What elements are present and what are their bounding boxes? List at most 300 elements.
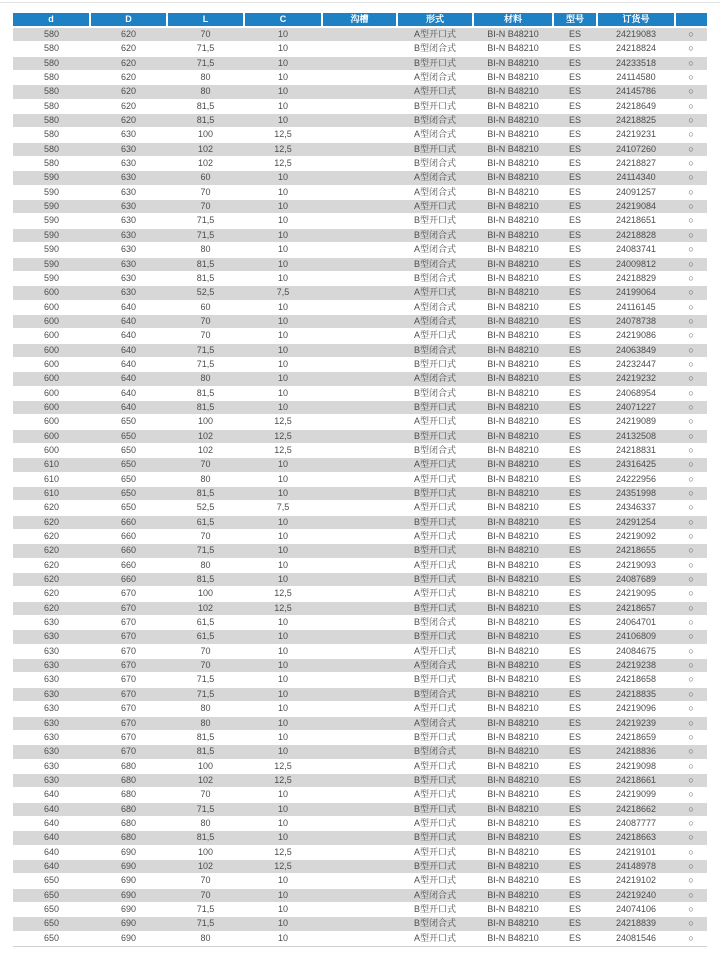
cell-groove [322,228,397,242]
cell-form: B型开口式 [397,142,473,156]
table-row [13,329,707,343]
cell-d: 580 [13,99,90,113]
cell-model: ES [553,831,597,845]
cell-C: 10 [244,702,322,716]
cell-C: 10 [244,329,322,343]
cell-D: 670 [90,716,167,730]
table-row [13,415,707,429]
cell-d: 650 [13,931,90,945]
cell-model: ES [553,400,597,414]
cell-groove [322,487,397,501]
table-row [13,530,707,544]
cell-L: 61,5 [167,630,244,644]
cell-D: 630 [90,142,167,156]
cell-material: BI-N B48210 [473,329,553,343]
availability-circle-icon: ○ [675,314,707,328]
cell-C: 10 [244,530,322,544]
cell-d: 600 [13,343,90,357]
cell-model: ES [553,99,597,113]
cell-L: 81,5 [167,271,244,285]
cell-material: BI-N B48210 [473,142,553,156]
cell-model: ES [553,128,597,142]
cell-d: 640 [13,831,90,845]
cell-D: 640 [90,314,167,328]
cell-L: 60 [167,300,244,314]
table-row [13,501,707,515]
availability-circle-icon: ○ [675,587,707,601]
cell-material: BI-N B48210 [473,357,553,371]
cell-groove [322,329,397,343]
cell-order-no: 24219102 [597,874,675,888]
cell-form: A型开口式 [397,530,473,544]
cell-C: 10 [244,71,322,85]
availability-circle-icon: ○ [675,759,707,773]
cell-d: 620 [13,601,90,615]
cell-material: BI-N B48210 [473,659,553,673]
cell-order-no: 24219098 [597,759,675,773]
table-row [13,286,707,300]
cell-L: 102 [167,601,244,615]
cell-d: 600 [13,357,90,371]
cell-form: A型开口式 [397,702,473,716]
cell-D: 650 [90,443,167,457]
cell-groove [322,673,397,687]
cell-C: 10 [244,487,322,501]
cell-model: ES [553,716,597,730]
cell-groove [322,415,397,429]
cell-form: A型闭合式 [397,314,473,328]
cell-order-no: 24009812 [597,257,675,271]
cell-D: 640 [90,300,167,314]
cell-C: 10 [244,730,322,744]
cell-material: BI-N B48210 [473,601,553,615]
availability-circle-icon: ○ [675,845,707,859]
cell-material: BI-N B48210 [473,343,553,357]
cell-groove [322,386,397,400]
table-row [13,601,707,615]
cell-groove [322,515,397,529]
cell-L: 70 [167,659,244,673]
table-row [13,515,707,529]
cell-D: 660 [90,573,167,587]
cell-D: 680 [90,816,167,830]
cell-form: B型开口式 [397,859,473,873]
cell-model: ES [553,71,597,85]
cell-order-no: 24218836 [597,745,675,759]
cell-order-no: 24084675 [597,644,675,658]
cell-model: ES [553,730,597,744]
cell-L: 102 [167,859,244,873]
availability-circle-icon: ○ [675,831,707,845]
cell-material: BI-N B48210 [473,200,553,214]
cell-groove [322,859,397,873]
cell-L: 81,5 [167,573,244,587]
cell-order-no: 24219238 [597,659,675,673]
cell-L: 100 [167,415,244,429]
cell-model: ES [553,415,597,429]
cell-groove [322,142,397,156]
cell-order-no: 24219086 [597,329,675,343]
cell-groove [322,314,397,328]
cell-groove [322,171,397,185]
cell-form: A型闭合式 [397,300,473,314]
cell-order-no: 24219083 [597,27,675,42]
table-row [13,573,707,587]
cell-material: BI-N B48210 [473,816,553,830]
cell-model: ES [553,343,597,357]
cell-model: ES [553,114,597,128]
cell-material: BI-N B48210 [473,616,553,630]
cell-order-no: 24291254 [597,515,675,529]
cell-order-no: 24087689 [597,573,675,587]
cell-d: 630 [13,630,90,644]
cell-D: 670 [90,730,167,744]
cell-model: ES [553,314,597,328]
cell-D: 690 [90,874,167,888]
table-row [13,357,707,371]
table-row [13,400,707,414]
cell-model: ES [553,257,597,271]
availability-circle-icon: ○ [675,501,707,515]
cell-D: 690 [90,902,167,916]
cell-d: 580 [13,56,90,70]
cell-d: 600 [13,329,90,343]
cell-model: ES [553,673,597,687]
availability-circle-icon: ○ [675,429,707,443]
availability-circle-icon: ○ [675,573,707,587]
table-row [13,802,707,816]
cell-d: 590 [13,185,90,199]
table-row [13,587,707,601]
cell-L: 100 [167,587,244,601]
table-row [13,56,707,70]
cell-model: ES [553,142,597,156]
cell-material: BI-N B48210 [473,644,553,658]
cell-order-no: 24064701 [597,616,675,630]
header-cell-model: 型号 [553,13,597,27]
cell-L: 102 [167,429,244,443]
cell-C: 10 [244,171,322,185]
cell-L: 80 [167,85,244,99]
cell-material: BI-N B48210 [473,128,553,142]
cell-D: 670 [90,702,167,716]
cell-D: 690 [90,888,167,902]
cell-order-no: 24218828 [597,228,675,242]
cell-L: 71,5 [167,802,244,816]
cell-D: 670 [90,644,167,658]
cell-C: 10 [244,630,322,644]
cell-C: 10 [244,271,322,285]
cell-d: 600 [13,429,90,443]
cell-form: A型闭合式 [397,185,473,199]
cell-model: ES [553,300,597,314]
cell-L: 81,5 [167,386,244,400]
cell-material: BI-N B48210 [473,702,553,716]
header-cell-L: L [167,13,244,27]
table-row [13,372,707,386]
availability-circle-icon: ○ [675,114,707,128]
table-row [13,831,707,845]
cell-groove [322,501,397,515]
cell-groove [322,730,397,744]
availability-circle-icon: ○ [675,200,707,214]
cell-groove [322,530,397,544]
cell-model: ES [553,472,597,486]
cell-form: A型开口式 [397,845,473,859]
cell-model: ES [553,802,597,816]
cell-model: ES [553,616,597,630]
cell-L: 80 [167,816,244,830]
cell-L: 80 [167,71,244,85]
table-row [13,716,707,730]
cell-material: BI-N B48210 [473,85,553,99]
cell-form: B型开口式 [397,630,473,644]
cell-material: BI-N B48210 [473,788,553,802]
cell-groove [322,185,397,199]
cell-C: 10 [244,544,322,558]
cell-order-no: 24218649 [597,99,675,113]
availability-circle-icon: ○ [675,917,707,931]
product-table-container [13,13,707,947]
cell-order-no: 24074106 [597,902,675,916]
cell-d: 590 [13,228,90,242]
cell-model: ES [553,859,597,873]
cell-material: BI-N B48210 [473,931,553,945]
cell-d: 600 [13,286,90,300]
cell-D: 660 [90,530,167,544]
cell-order-no: 24218658 [597,673,675,687]
cell-form: A型开口式 [397,558,473,572]
header-cell-d: d [13,13,90,27]
table-row [13,243,707,257]
cell-L: 102 [167,157,244,171]
cell-D: 620 [90,27,167,42]
availability-circle-icon: ○ [675,902,707,916]
cell-form: A型闭合式 [397,659,473,673]
cell-D: 640 [90,400,167,414]
cell-groove [322,659,397,673]
cell-model: ES [553,515,597,529]
cell-model: ES [553,601,597,615]
cell-D: 650 [90,458,167,472]
cell-L: 52,5 [167,286,244,300]
cell-d: 620 [13,501,90,515]
cell-form: A型开口式 [397,85,473,99]
cell-material: BI-N B48210 [473,874,553,888]
cell-groove [322,601,397,615]
cell-groove [322,745,397,759]
availability-circle-icon: ○ [675,931,707,945]
cell-d: 590 [13,257,90,271]
cell-groove [322,702,397,716]
cell-material: BI-N B48210 [473,487,553,501]
availability-circle-icon: ○ [675,85,707,99]
cell-groove [322,573,397,587]
cell-model: ES [553,788,597,802]
cell-material: BI-N B48210 [473,157,553,171]
availability-circle-icon: ○ [675,71,707,85]
cell-C: 12,5 [244,859,322,873]
cell-order-no: 24199064 [597,286,675,300]
cell-d: 650 [13,917,90,931]
cell-D: 620 [90,99,167,113]
cell-D: 670 [90,587,167,601]
cell-d: 630 [13,673,90,687]
cell-L: 71,5 [167,42,244,56]
cell-L: 52,5 [167,501,244,515]
cell-order-no: 24083741 [597,243,675,257]
cell-D: 670 [90,630,167,644]
cell-groove [322,42,397,56]
cell-L: 81,5 [167,831,244,845]
availability-circle-icon: ○ [675,271,707,285]
cell-form: B型开口式 [397,601,473,615]
cell-model: ES [553,85,597,99]
cell-material: BI-N B48210 [473,687,553,701]
cell-model: ES [553,386,597,400]
table-row [13,200,707,214]
cell-L: 71,5 [167,917,244,931]
cell-material: BI-N B48210 [473,501,553,515]
cell-D: 630 [90,157,167,171]
cell-C: 12,5 [244,601,322,615]
cell-model: ES [553,845,597,859]
cell-form: B型闭合式 [397,228,473,242]
cell-C: 10 [244,372,322,386]
cell-model: ES [553,271,597,285]
table-row [13,142,707,156]
availability-circle-icon: ○ [675,458,707,472]
availability-circle-icon: ○ [675,228,707,242]
cell-D: 630 [90,271,167,285]
cell-L: 70 [167,788,244,802]
cell-form: B型开口式 [397,357,473,371]
cell-D: 670 [90,687,167,701]
cell-C: 10 [244,558,322,572]
cell-d: 580 [13,114,90,128]
availability-circle-icon: ○ [675,515,707,529]
availability-circle-icon: ○ [675,530,707,544]
cell-D: 620 [90,56,167,70]
cell-form: B型闭合式 [397,271,473,285]
table-row [13,845,707,859]
availability-circle-icon: ○ [675,185,707,199]
cell-groove [322,544,397,558]
table-row [13,759,707,773]
cell-material: BI-N B48210 [473,271,553,285]
cell-L: 81,5 [167,730,244,744]
cell-form: B型开口式 [397,429,473,443]
cell-d: 640 [13,802,90,816]
cell-D: 660 [90,558,167,572]
cell-L: 81,5 [167,487,244,501]
cell-model: ES [553,171,597,185]
cell-material: BI-N B48210 [473,730,553,744]
cell-form: A型开口式 [397,788,473,802]
cell-d: 630 [13,730,90,744]
cell-material: BI-N B48210 [473,400,553,414]
cell-material: BI-N B48210 [473,845,553,859]
cell-order-no: 24218655 [597,544,675,558]
cell-order-no: 24219099 [597,788,675,802]
availability-circle-icon: ○ [675,56,707,70]
cell-material: BI-N B48210 [473,773,553,787]
cell-L: 80 [167,931,244,945]
cell-C: 7,5 [244,286,322,300]
cell-D: 680 [90,759,167,773]
cell-form: B型开口式 [397,544,473,558]
cell-L: 70 [167,644,244,658]
cell-groove [322,874,397,888]
availability-circle-icon: ○ [675,601,707,615]
cell-material: BI-N B48210 [473,759,553,773]
cell-order-no: 24233518 [597,56,675,70]
cell-model: ES [553,443,597,457]
cell-form: B型闭合式 [397,917,473,931]
availability-circle-icon: ○ [675,730,707,744]
availability-circle-icon: ○ [675,27,707,42]
cell-L: 71,5 [167,343,244,357]
cell-C: 10 [244,257,322,271]
table-row [13,171,707,185]
cell-form: A型闭合式 [397,372,473,386]
cell-C: 10 [244,874,322,888]
cell-model: ES [553,228,597,242]
table-row [13,214,707,228]
table-row [13,544,707,558]
cell-d: 600 [13,400,90,414]
cell-form: A型闭合式 [397,71,473,85]
cell-d: 600 [13,386,90,400]
cell-order-no: 24218825 [597,114,675,128]
cell-C: 10 [244,888,322,902]
table-row [13,874,707,888]
cell-C: 10 [244,716,322,730]
cell-form: A型开口式 [397,458,473,472]
cell-d: 630 [13,773,90,787]
cell-model: ES [553,630,597,644]
cell-model: ES [553,329,597,343]
table-row [13,558,707,572]
cell-C: 10 [244,56,322,70]
cell-material: BI-N B48210 [473,42,553,56]
cell-groove [322,357,397,371]
cell-material: BI-N B48210 [473,716,553,730]
availability-circle-icon: ○ [675,888,707,902]
cell-groove [322,128,397,142]
cell-material: BI-N B48210 [473,257,553,271]
cell-groove [322,902,397,916]
table-row [13,157,707,171]
cell-C: 10 [244,515,322,529]
cell-order-no: 24114340 [597,171,675,185]
cell-D: 620 [90,42,167,56]
cell-d: 620 [13,515,90,529]
availability-circle-icon: ○ [675,99,707,113]
cell-L: 80 [167,372,244,386]
cell-d: 630 [13,659,90,673]
cell-C: 10 [244,931,322,945]
cell-form: A型开口式 [397,329,473,343]
cell-form: A型开口式 [397,415,473,429]
cell-D: 670 [90,601,167,615]
cell-order-no: 24107260 [597,142,675,156]
cell-form: B型闭合式 [397,114,473,128]
cell-model: ES [553,458,597,472]
cell-L: 80 [167,716,244,730]
cell-order-no: 24081546 [597,931,675,945]
cell-groove [322,200,397,214]
